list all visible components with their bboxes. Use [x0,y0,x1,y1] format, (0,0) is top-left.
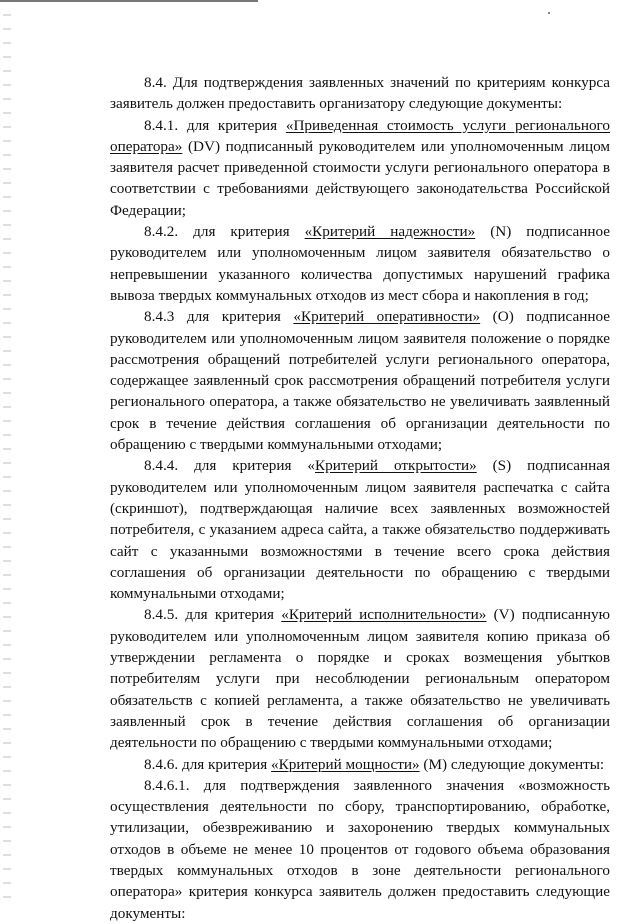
criterion-link-dv[interactable]: «Приведенная стоимость услуги регионального оператора» [110,116,610,155]
paragraph-text-start: 8.4.5. для критерия [144,606,282,624]
paragraph-text: 8.4. Для подтверждения заявленных значений по критериям конкурса заявитель должен предоставить организатору следующие документы: [110,74,610,113]
document-body [110,72,610,924]
paragraph-text-end: (M) следующие документы: [419,755,605,773]
paragraph-text-start: 8.4.2. для критерия [144,223,305,241]
paragraph-8-4-2 [110,221,610,306]
criterion-link-execution[interactable]: «Критерий исполнительности» [281,606,487,624]
scan-speck [548,12,550,14]
paragraph-8-4-4 [110,455,610,604]
criterion-link-openness[interactable]: Критерий открытости» [314,457,477,475]
paragraph-8-4-1 [110,115,610,221]
paragraph-8-4 [110,72,610,115]
paragraph-8-4-5 [110,604,610,753]
paragraph-text-start: 8.4.3 для критерия [144,308,294,326]
criterion-link-efficiency[interactable]: «Критерий оперативности» [293,308,481,326]
paragraph-text-end: (DV) подписанный руководителем или уполномоченным лицом заявителя расчет приведенной стоимости услуги регионального оператора в соответствии с требованиями действующего законодательства Российской Федерации; [110,137,610,219]
paragraph-text-end: (N) подписанное руководителем или уполномоченным лицом заявителя обязательство о непревышении указанного количества допустимых нарушений графика вывоза твердых коммунальных отходов из мест сбора и накопления в год; [110,223,611,304]
paragraph-8-4-3 [110,306,610,455]
paragraph-text-end: (О) подписанное руководителем или уполномоченным лицом заявителя положение о порядке рассмотрения обращений потребителей услуги регионального оператора, содержащее заявленный срок рассмотрения обращений потребителя услуги регионального оператора, а также обязательство не увеличивать заявленный срок в течение действия соглашения об организации деятельности по обращению с твердыми коммунальными отходами; [110,308,610,454]
paragraph-text: 8.4.6.1. для подтверждения заявленного значения «возможность осуществления деятельности по сбору, транспортированию, обработке, утилизации, обезвреживанию и захоронению твердых коммунальных отходов в объеме не менее 10 процентов от годового объема образования твердых коммунальных отходов в зоне деятельности регионального оператора» критерия конкурса заявитель должен предоставить следующие документы: [110,776,610,922]
paragraph-8-4-6 [110,754,610,775]
criterion-link-reliability[interactable]: «Критерий надежности» [304,223,476,241]
scan-left-edge-marks [3,0,11,905]
paragraph-text-start: 8.4.4. для критерия « [144,457,315,475]
paragraph-8-4-6-1 [110,775,610,924]
paragraph-text-end: (V) подписанную руководителем или уполномоченным лицом заявителя копию приказа об утверждении регламента о порядке и сроках возмещения убытков потребителям услуги при несоблюдении региональным оператором обязательств с копией регламента, а также обязательство не увеличивать заявленный срок в течение действия соглашения об организации деятельности по обращению с твердыми коммунальными отходами; [110,606,610,752]
paragraph-text-end: (S) подписанная руководителем или уполномоченным лицом заявителя распечатка с сайта (скриншот), подтверждающая наличие всех заявленных возможностей потребителя, с указанием адреса сайта, а также обязательство поддерживать сайт с указанными возможностями в течение всего срока действия соглашения об организации деятельности по обращению с твердыми коммунальными отходами; [110,457,611,603]
paragraph-text-start: 8.4.1. для критерия [144,116,286,134]
paragraph-text-start: 8.4.6. для критерия [144,755,272,773]
criterion-link-capacity[interactable]: «Критерий мощности» [271,755,420,773]
scan-top-border-line [0,0,258,2]
